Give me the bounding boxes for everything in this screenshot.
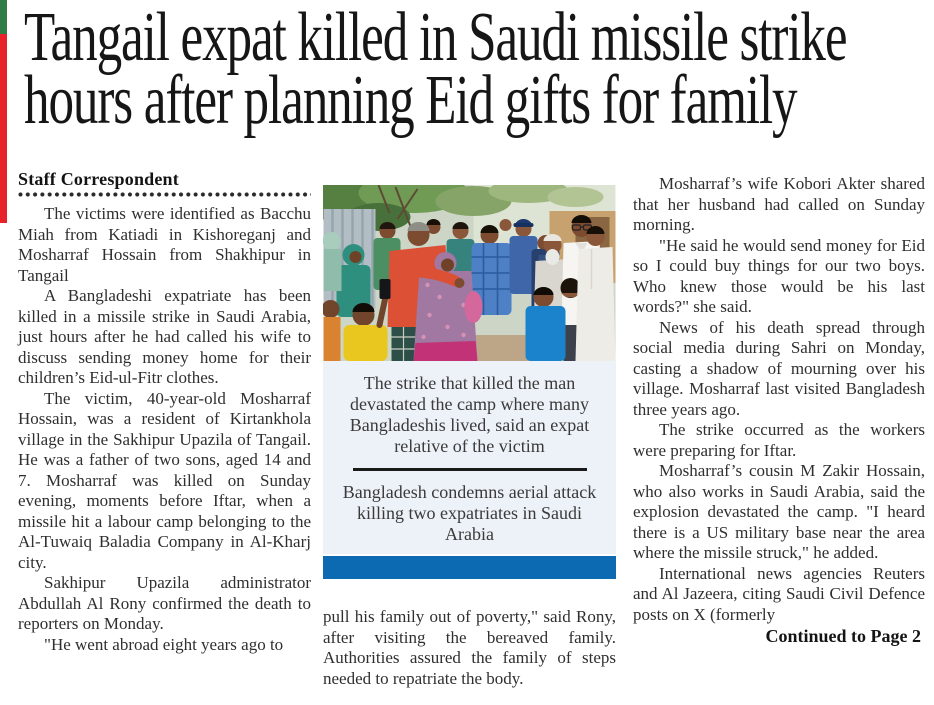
paragraph: pull his family out of poverty," said Rony, after visiting the bereaved family. Authorities assured the family of steps needed to repatriate the body. bbox=[323, 607, 616, 688]
paragraph: Mosharraf’s cousin M Zakir Hossain, who also works in Saudi Arabia, said the explosion devastated the camp. "I heard there is a US military base near the area where the missile struck," he added. bbox=[633, 461, 925, 562]
column-3 bbox=[633, 169, 925, 689]
paragraph: Sakhipur Upazila administrator Abdullah Al Rony confirmed the death to reporters on Monday. bbox=[18, 573, 311, 633]
column-1 bbox=[18, 169, 311, 689]
continued-note: Continued to Page 2 bbox=[765, 626, 921, 646]
paragraph: Mosharraf’s wife Kobori Akter shared that her husband had called on Sunday morning. bbox=[633, 174, 925, 234]
headline bbox=[0, 0, 934, 139]
paragraph: International news agencies Reuters and Al Jazeera, citing Saudi Civil Defence posts on X (formerly bbox=[633, 563, 925, 624]
paragraph: News of his death spread through social media during Sahri on Monday, casting a shadow of mourning over his village. Mosharraf last visited Bangladesh three years ago. bbox=[633, 317, 925, 419]
column-2 bbox=[323, 169, 616, 689]
photo-subcaption: Bangladesh condemns aerial attack killing two expatriates in Saudi Arabia bbox=[342, 482, 597, 544]
paragraph: A Bangladeshi expatriate has been killed in a missile strike in Saudi Arabia, just hours after he had called his wife to discuss sending money home for their children’s Eid-ul-Fitr clothes. bbox=[18, 286, 311, 387]
article-photo bbox=[323, 185, 616, 361]
edge-stripe-green bbox=[0, 0, 7, 34]
byline: Staff Correspondent bbox=[18, 169, 179, 189]
paragraph: The strike occurred as the workers were preparing for Iftar. bbox=[633, 420, 925, 460]
edge-stripe-red bbox=[0, 34, 7, 223]
paragraph: "He said he would send money for Eid so I could buy things for our two boys. Who knew those would be his last words?" she said. bbox=[633, 235, 925, 316]
caption-divider bbox=[353, 468, 587, 471]
headline-line-2: hours after planning Eid gifts for family bbox=[24, 62, 797, 139]
accent-bar bbox=[323, 556, 616, 579]
paragraph: "He went abroad eight years ago to bbox=[44, 634, 284, 654]
paragraph: The victims were identified as Bacchu Miah from Katiadi in Kishoreganj and Mosharraf Hossain from Shakhipur in Tangail bbox=[18, 204, 311, 285]
photo-caption: The strike that killed the man devastated the camp where many Bangladeshis lived, said an expat relative of the victim bbox=[349, 373, 590, 456]
byline-dotted-rule bbox=[18, 192, 311, 197]
photo-caption-box bbox=[323, 361, 616, 554]
paragraph: The victim, 40-year-old Mosharraf Hossain, was a resident of Kirtankhola village in the Sakhipur Upazila of Tangail. He was a father of two sons, aged 14 and 7. Mosharraf was killed on Sunday evening, moments before Iftar, when a missile hit a labour camp belonging to the Al-Tuwaiq Baladia Company in Al-Kharj city. bbox=[18, 388, 311, 572]
article-columns bbox=[18, 169, 925, 689]
headline-line-1: Tangail expat killed in Saudi missile strike bbox=[24, 0, 847, 76]
